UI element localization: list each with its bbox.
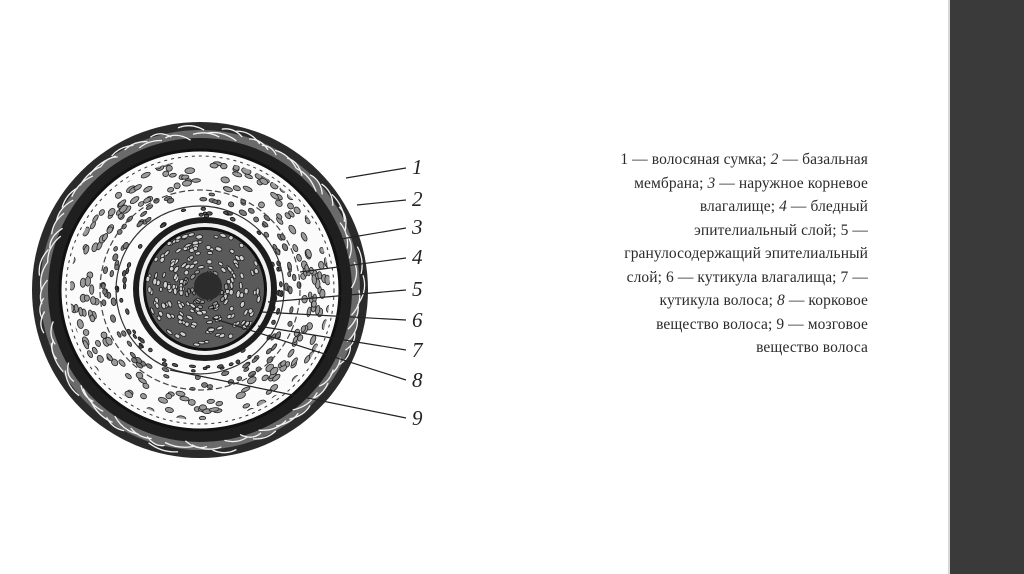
caption-part: — корковое вещество волоса; 9 — мозговое вещество волоса xyxy=(656,292,868,356)
cell xyxy=(203,212,207,215)
right-sidebar xyxy=(950,0,1024,574)
caption-part: 2 xyxy=(770,151,779,168)
cell xyxy=(205,340,209,343)
cell xyxy=(244,288,248,294)
cell xyxy=(148,287,152,293)
caption-part: 8 xyxy=(777,292,785,309)
cell xyxy=(191,369,195,372)
cell xyxy=(210,163,218,169)
cell xyxy=(192,179,201,183)
cell xyxy=(206,245,211,250)
cell xyxy=(167,284,171,290)
caption-part: — бледный эпителиальный слой; 5 — гранулосодержащий эпителиальный слой; 6 — кутикула влагалища; 7 — кутикула волоса; xyxy=(624,198,868,309)
caption-part: — базальная мембрана; xyxy=(634,151,868,192)
cell xyxy=(209,193,215,196)
cell xyxy=(204,316,209,319)
cell xyxy=(196,234,203,239)
cell xyxy=(173,182,180,189)
cell xyxy=(179,287,182,291)
caption-part: 4 xyxy=(779,198,787,215)
hair-follicle-cross-section-figure xyxy=(0,80,460,500)
cell xyxy=(103,289,107,295)
cell xyxy=(239,282,242,289)
label-7: 7 xyxy=(412,338,423,362)
cell xyxy=(201,382,207,387)
cell xyxy=(146,276,151,282)
cell xyxy=(289,287,293,294)
cell xyxy=(287,272,291,277)
figure-caption xyxy=(600,148,868,360)
cell xyxy=(159,287,162,291)
cell xyxy=(123,283,126,289)
cell xyxy=(102,299,107,305)
cell xyxy=(203,367,207,370)
cell xyxy=(193,246,198,251)
cell xyxy=(279,282,282,288)
cell xyxy=(189,365,195,368)
caption-part: — наружное корневое влагалище; xyxy=(699,174,868,215)
cell xyxy=(207,399,215,404)
cell xyxy=(173,288,177,295)
figure-labels xyxy=(411,155,424,430)
cell xyxy=(206,320,212,324)
label-3: 3 xyxy=(412,215,423,239)
cell xyxy=(119,298,123,302)
label-6: 6 xyxy=(412,308,423,332)
cell xyxy=(224,284,228,290)
caption-part: 1 — волосяная сумка; xyxy=(620,151,771,168)
cell xyxy=(199,213,203,216)
cell xyxy=(85,276,91,286)
cell xyxy=(239,292,244,298)
cell xyxy=(212,199,218,203)
cell xyxy=(122,277,126,284)
label-2: 2 xyxy=(412,187,423,211)
cell xyxy=(199,416,205,420)
cell xyxy=(101,283,105,289)
caption-part: 3 xyxy=(707,174,716,192)
label-5: 5 xyxy=(412,277,423,301)
cell xyxy=(278,291,281,296)
cell xyxy=(90,296,96,304)
label-4: 4 xyxy=(412,245,423,269)
hair-shaft xyxy=(133,217,277,361)
cell xyxy=(191,288,195,292)
cell xyxy=(90,285,94,295)
cell xyxy=(292,274,296,281)
cell xyxy=(207,251,213,255)
cell xyxy=(200,197,207,201)
cell xyxy=(199,405,206,410)
cell xyxy=(187,289,190,294)
cell xyxy=(229,289,234,295)
cell xyxy=(256,288,259,295)
label-8: 8 xyxy=(412,368,423,392)
cell xyxy=(201,207,206,210)
cell xyxy=(181,175,189,180)
cell xyxy=(312,274,317,284)
label-1: 1 xyxy=(412,155,423,179)
cell xyxy=(207,259,213,264)
cell xyxy=(152,278,157,285)
cell xyxy=(185,167,195,174)
cell xyxy=(311,301,317,308)
cell xyxy=(84,295,90,302)
cell xyxy=(188,399,195,405)
cell xyxy=(308,292,312,298)
cell xyxy=(317,271,322,279)
label-9: 9 xyxy=(412,406,423,430)
